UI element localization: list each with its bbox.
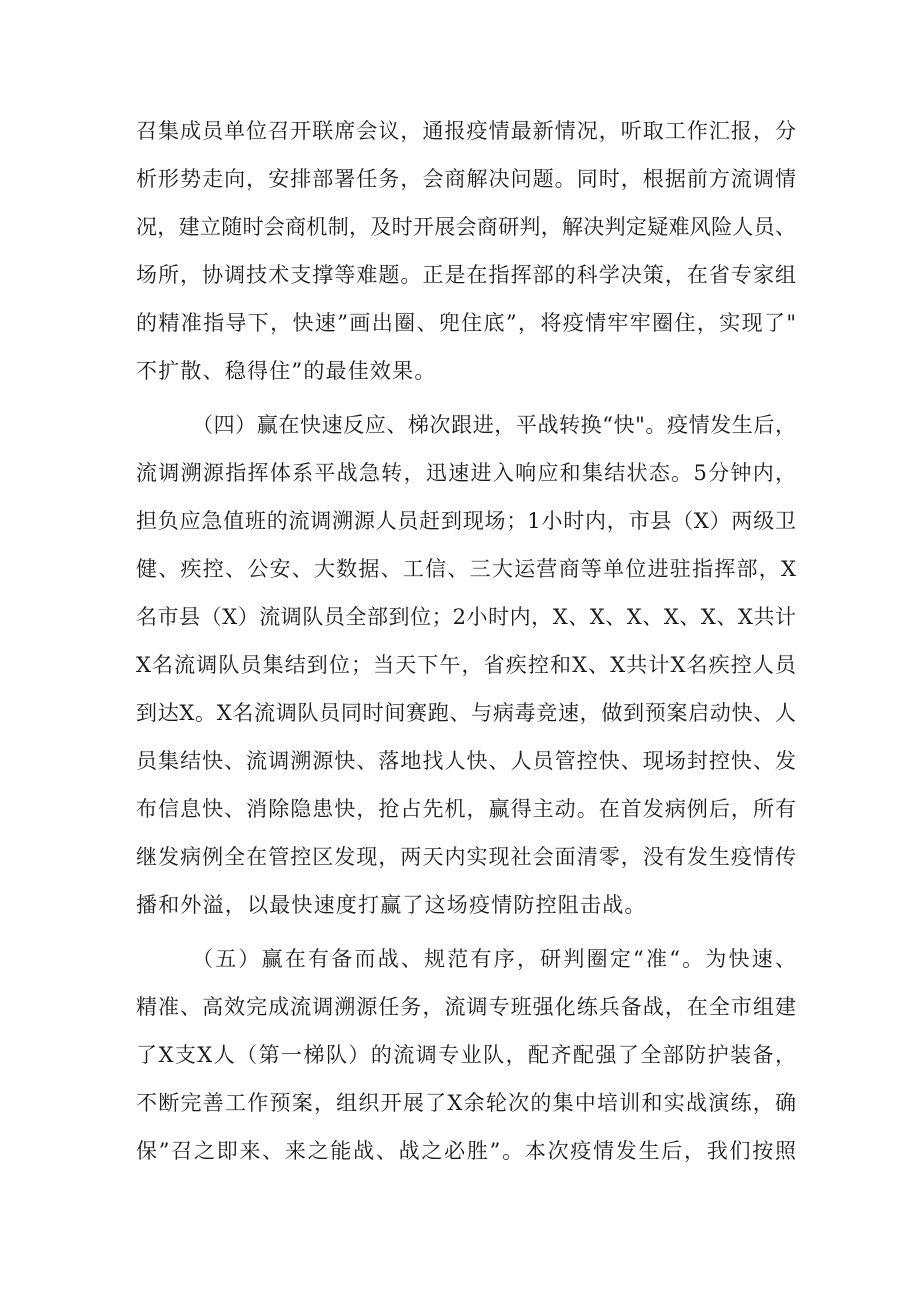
text-line-5: 的精准指导下，快速”画出圈、兜住底”，将疫情牢牢圈住，实现了" <box>136 311 796 335</box>
text-line-17: 播和外溢，以最快速度打赢了这场疫情防控阻击战。 <box>136 893 647 917</box>
text-line-18: （五）赢在有备而战、规范有序，研判圈定“准“。为快速、 <box>192 947 796 971</box>
text-line-14: 员集结快、流调溯源快、落地找人快、人员管控快、现场封控快、发 <box>136 749 796 773</box>
text-line-12: X名流调队员集结到位；当天下午，省疾控和X、X共计X名疾控人员 <box>136 653 796 677</box>
text-line-11: 名市县（X）流调队员全部到位；2小时内，X、X、X、X、X、X共计 <box>136 605 796 629</box>
text-line-10: 健、疾控、公安、大数据、工信、三大运营商等单位进驻指挥部，X <box>136 557 796 581</box>
text-line-7: （四）赢在快速反应、梯次跟进，平战转换“快"。疫情发生后， <box>192 413 796 437</box>
text-line-2: 析形势走向，安排部署任务，会商解决问题。同时，根据前方流调情 <box>136 167 796 191</box>
text-line-20: 了X支X人（第一梯队）的流调专业队，配齐配强了全部防护装备， <box>136 1043 796 1067</box>
text-line-3: 况，建立随时会商机制，及时开展会商研判，解决判定疑难风险人员、 <box>136 215 796 239</box>
text-line-13: 到达X。X名流调队员同时间赛跑、与病毒竞速，做到预案启动快、人 <box>136 701 796 725</box>
text-line-21: 不断完善工作预案，组织开展了X余轮次的集中培训和实战演练，确 <box>136 1091 796 1115</box>
text-line-6: 不扩散、稳得住”的最佳效果。 <box>136 359 437 383</box>
text-line-19: 精准、高效完成流调溯源任务，流调专班强化练兵备战，在全市组建 <box>136 995 796 1019</box>
text-line-15: 布信息快、消除隐患快，抢占先机，赢得主动。在首发病例后，所有 <box>136 797 796 821</box>
text-line-9: 担负应急值班的流调溯源人员赶到现场；1小时内，市县（X）两级卫 <box>136 509 796 533</box>
text-line-4: 场所，协调技术支撑等难题。正是在指挥部的科学决策，在省专家组 <box>136 263 796 287</box>
text-line-1: 召集成员单位召开联席会议，通报疫情最新情况，听取工作汇报，分 <box>136 119 796 143</box>
text-line-8: 流调溯源指挥体系平战急转，迅速进入响应和集结状态。5分钟内， <box>136 461 796 485</box>
text-line-22: 保”召之即来、来之能战、战之必胜”。本次疫情发生后，我们按照 <box>136 1139 796 1163</box>
text-line-16: 继发病例全在管控区发现，两天内实现社会面清零，没有发生疫情传 <box>136 845 796 869</box>
